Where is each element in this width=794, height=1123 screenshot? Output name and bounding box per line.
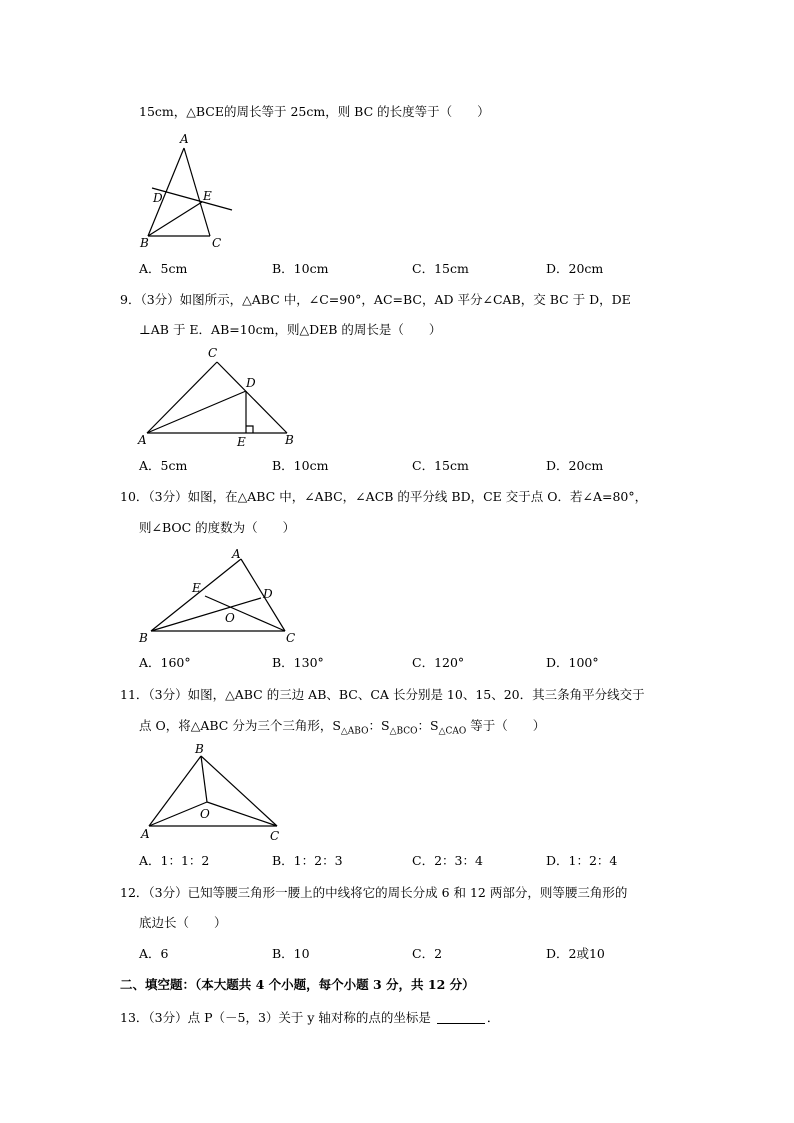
- q9-option-d: D．20cm: [546, 458, 604, 473]
- q13-answer-blank[interactable]: [437, 1023, 485, 1024]
- q10-label-d: D: [263, 587, 273, 601]
- q8-label-d: D: [153, 191, 163, 205]
- q8-label-e: E: [203, 189, 212, 203]
- q11-text-line1: 11．（3分）如图，△ABC 的三边 AB、BC、CA 长分别是 10、15、20．其三条角平分线交于: [120, 687, 645, 702]
- q8-figure: [140, 130, 240, 255]
- q10-figure: [135, 542, 315, 647]
- q11-side-bc: [201, 756, 277, 826]
- q12-text-line1: 12．（3分）已知等腰三角形一腰上的中线将它的周长分成 6 和 12 两部分，则等腰三角形的: [120, 885, 628, 900]
- q10-bisector-bd: [151, 598, 261, 631]
- q8-label-b: B: [140, 236, 149, 250]
- q10-label-e: E: [192, 581, 201, 595]
- q11-segment-bo: [201, 756, 207, 802]
- q9-label-d: D: [246, 376, 256, 390]
- q10-option-a: A．160°: [139, 655, 191, 670]
- q10-option-d: D．100°: [546, 655, 599, 670]
- section2-title: 二、填空题：（本大题共 4 个小题，每个小题 3 分，共 12 分）: [120, 977, 475, 992]
- q8-perp-bisector: [152, 188, 232, 210]
- q8-option-c: C．15cm: [412, 261, 469, 276]
- q9-text-line2: ⊥AB 于 E．AB=10cm，则△DEB 的周长是（ ）: [139, 322, 442, 337]
- q9-bisector-ad: [147, 391, 246, 433]
- q11-line2-pre: 点 O，将△ABC 分为三个三角形，S: [139, 718, 341, 733]
- q10-option-c: C．120°: [412, 655, 465, 670]
- q12-option-c: C．2: [412, 946, 443, 961]
- q12-text-line2: 底边长（ ）: [139, 915, 227, 930]
- q9-side-bc: [217, 362, 287, 433]
- q11-label-c: C: [270, 829, 280, 843]
- q12-option-d: D．2或10: [546, 946, 605, 961]
- q11-label-a: A: [141, 827, 150, 841]
- q9-side-ac: [147, 362, 217, 433]
- q10-text-line2: 则∠BOC 的度数为（ ）: [139, 520, 296, 535]
- q10-label-b: B: [139, 631, 148, 645]
- q9-figure: [135, 344, 315, 454]
- q10-option-b: B．130°: [272, 655, 324, 670]
- q9-option-c: C．15cm: [412, 458, 469, 473]
- q8-text-line: 15cm，△BCE的周长等于 25cm，则 BC 的长度等于（ ）: [139, 104, 490, 119]
- q8-option-b: B．10cm: [272, 261, 329, 276]
- q8-label-a: A: [180, 132, 189, 146]
- q11-option-b: B．1：2：3: [272, 853, 343, 868]
- q11-sub-abo: △ABO: [340, 726, 369, 737]
- q10-label-o: O: [225, 611, 235, 625]
- q11-line2-post: 等于（ ）: [466, 718, 546, 733]
- q11-sub-cao: △CAO: [438, 726, 467, 737]
- q8-label-c: C: [212, 236, 222, 250]
- q11-figure: [137, 740, 297, 848]
- q10-label-c: C: [286, 631, 296, 645]
- q11-option-c: C．2：3：4: [412, 853, 483, 868]
- q11-text-line2: [139, 718, 545, 740]
- q11-sub-bco: △BCO: [389, 726, 418, 737]
- q11-option-a: A．1：1：2: [139, 853, 210, 868]
- q10-text-line1: 10．（3分）如图，在△ABC 中，∠ABC，∠ACB 的平分线 BD，CE 交于点 O．若∠A=80°，: [120, 489, 648, 504]
- q13-text-pre: 13．（3分）点 P（－5，3）关于 y 轴对称的点的坐标是: [120, 1010, 431, 1025]
- q11-label-o: O: [200, 807, 210, 821]
- q9-right-angle-mark: [246, 426, 253, 433]
- q11-sep1: ：S: [368, 718, 390, 733]
- q10-label-a: A: [232, 547, 241, 561]
- q8-option-a: A．5cm: [139, 261, 188, 276]
- q9-label-a: A: [138, 433, 147, 447]
- q11-sep2: ：S: [417, 718, 439, 733]
- q9-option-a: A．5cm: [139, 458, 188, 473]
- q11-option-d: D．1：2：4: [546, 853, 618, 868]
- q9-label-e: E: [237, 435, 246, 449]
- q13-text-line: [120, 1010, 499, 1026]
- q8-segment-be: [148, 202, 202, 236]
- q9-label-c: C: [208, 346, 218, 360]
- q9-label-b: B: [285, 433, 294, 447]
- q9-option-b: B．10cm: [272, 458, 329, 473]
- q12-option-b: B．10: [272, 946, 310, 961]
- q8-option-d: D．20cm: [546, 261, 604, 276]
- q11-label-b: B: [195, 742, 204, 756]
- q10-bisector-ce: [205, 596, 285, 631]
- q12-option-a: A．6: [139, 946, 169, 961]
- q11-segment-co: [207, 802, 277, 826]
- q13-text-post: ．: [486, 1010, 500, 1025]
- q9-text-line1: 9．（3分）如图所示，△ABC 中，∠C=90°，AC=BC，AD 平分∠CAB，交 BC 于 D，DE: [120, 292, 631, 307]
